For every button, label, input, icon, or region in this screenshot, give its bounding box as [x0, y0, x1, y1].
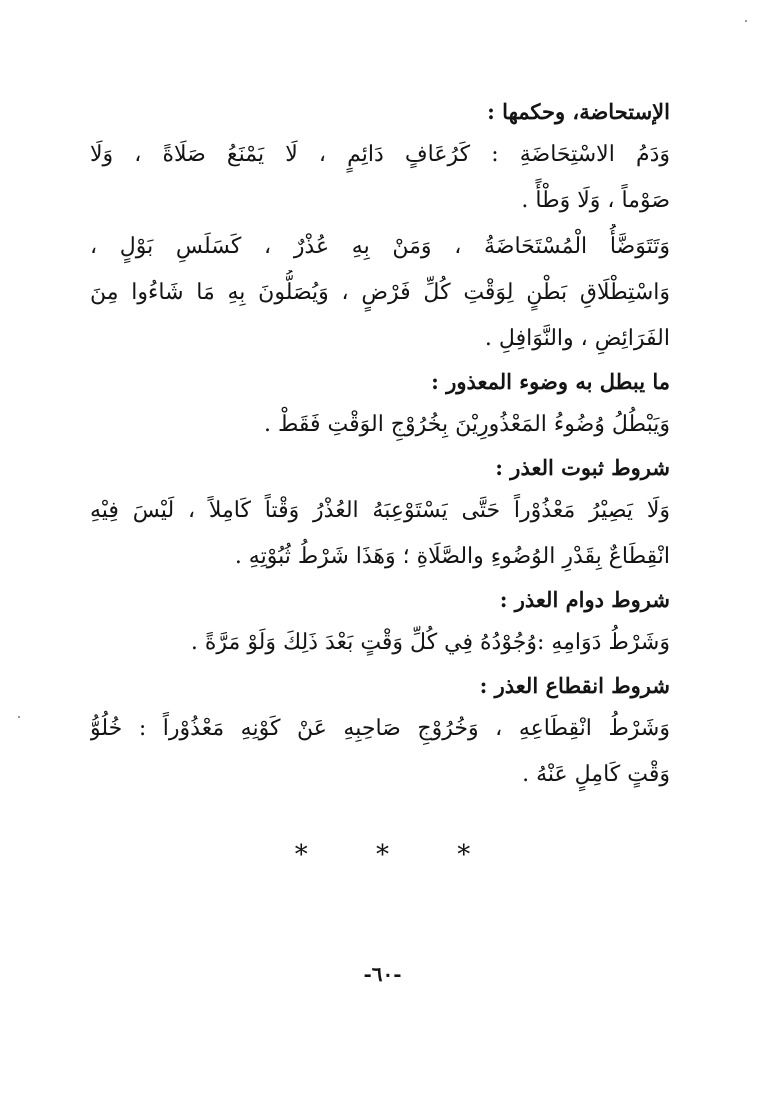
section-heading-proof: شروط ثبوت العذر :: [495, 455, 670, 480]
paragraph-line: الفَرَائِضِ ، والنَّوَافِلِ .: [484, 326, 670, 351]
section-heading-cessation: شروط انقطاع العذر :: [479, 673, 670, 698]
section-heading-continuation: شروط دوام العذر :: [499, 587, 670, 612]
page-number: -٦٠-: [363, 962, 402, 986]
divider-star: *: [294, 840, 308, 870]
paragraph-line: وَاسْتِطْلَاقِ بَطْنٍ لِوَقْتِ كُلِّ فَرْضٍ ، وَيُصَلُّونَ بِهِ مَا شَاءُوا مِنَ: [90, 280, 670, 305]
paragraph-line: وَيَبْطُلُ وُضُوءُ المَعْذُورِيْنَ بِخُرُوْجِ الوَقْتِ فَقَطْ .: [264, 412, 670, 437]
paragraph-line: وَشَرْطُ انْقِطَاعِهِ ، وَخُرُوْجِ صَاحِبِهِ عَنْ كَوْنِهِ مَعْذُوْراً : خُلُوُّ: [90, 716, 670, 741]
divider-star: *: [457, 840, 471, 870]
scan-speck: [745, 20, 747, 22]
paragraph-line: وَشَرْطُ دَوَامِهِ :وُجُوْدُهُ فِي كُلِّ وَقْتٍ بَعْدَ ذَلِكَ وَلَوْ مَرَّةً .: [190, 630, 670, 655]
paragraph-line: وَقْتٍ كَامِلٍ عَنْهُ .: [522, 762, 670, 787]
section-heading-invalidators: ما يبطل به وضوء المعذور :: [431, 369, 670, 394]
paragraph-line: وَلَا يَصِيْرُ مَعْذُوْراً حَتَّى يَسْتَوْعِبَهُ العُذْرُ وَقْتاً كَامِلاً ، لَيْسَ فِيْهِ: [90, 498, 670, 523]
paragraph-line: وَدَمُ الاسْتِحَاضَةِ : كَرُعَافٍ دَائِمٍ ، لَا يَمْنَعُ صَلَاةً ، وَلَا: [90, 142, 670, 167]
paragraph-line: صَوْماً ، وَلَا وَطْأً .: [521, 188, 670, 213]
body-text: [90, 92, 670, 798]
paragraph-line: انْقِطَاعٌ بِقَدْرِ الوُضُوءِ والصَّلَاةِ ؛ وَهَذَا شَرْطُ ثُبُوْتِهِ .: [234, 544, 670, 569]
scan-speck: [18, 716, 20, 718]
paragraph-line: وَتَتَوَضَّأُ الْمُسْتَحَاضَةُ ، وَمَنْ بِهِ عُذْرٌ ، كَسَلَسِ بَوْلٍ ،: [90, 234, 670, 259]
divider-star: *: [376, 840, 389, 870]
section-divider: [0, 840, 765, 870]
section-heading-istihada: الإستحاضة، وحكمها :: [487, 99, 670, 124]
